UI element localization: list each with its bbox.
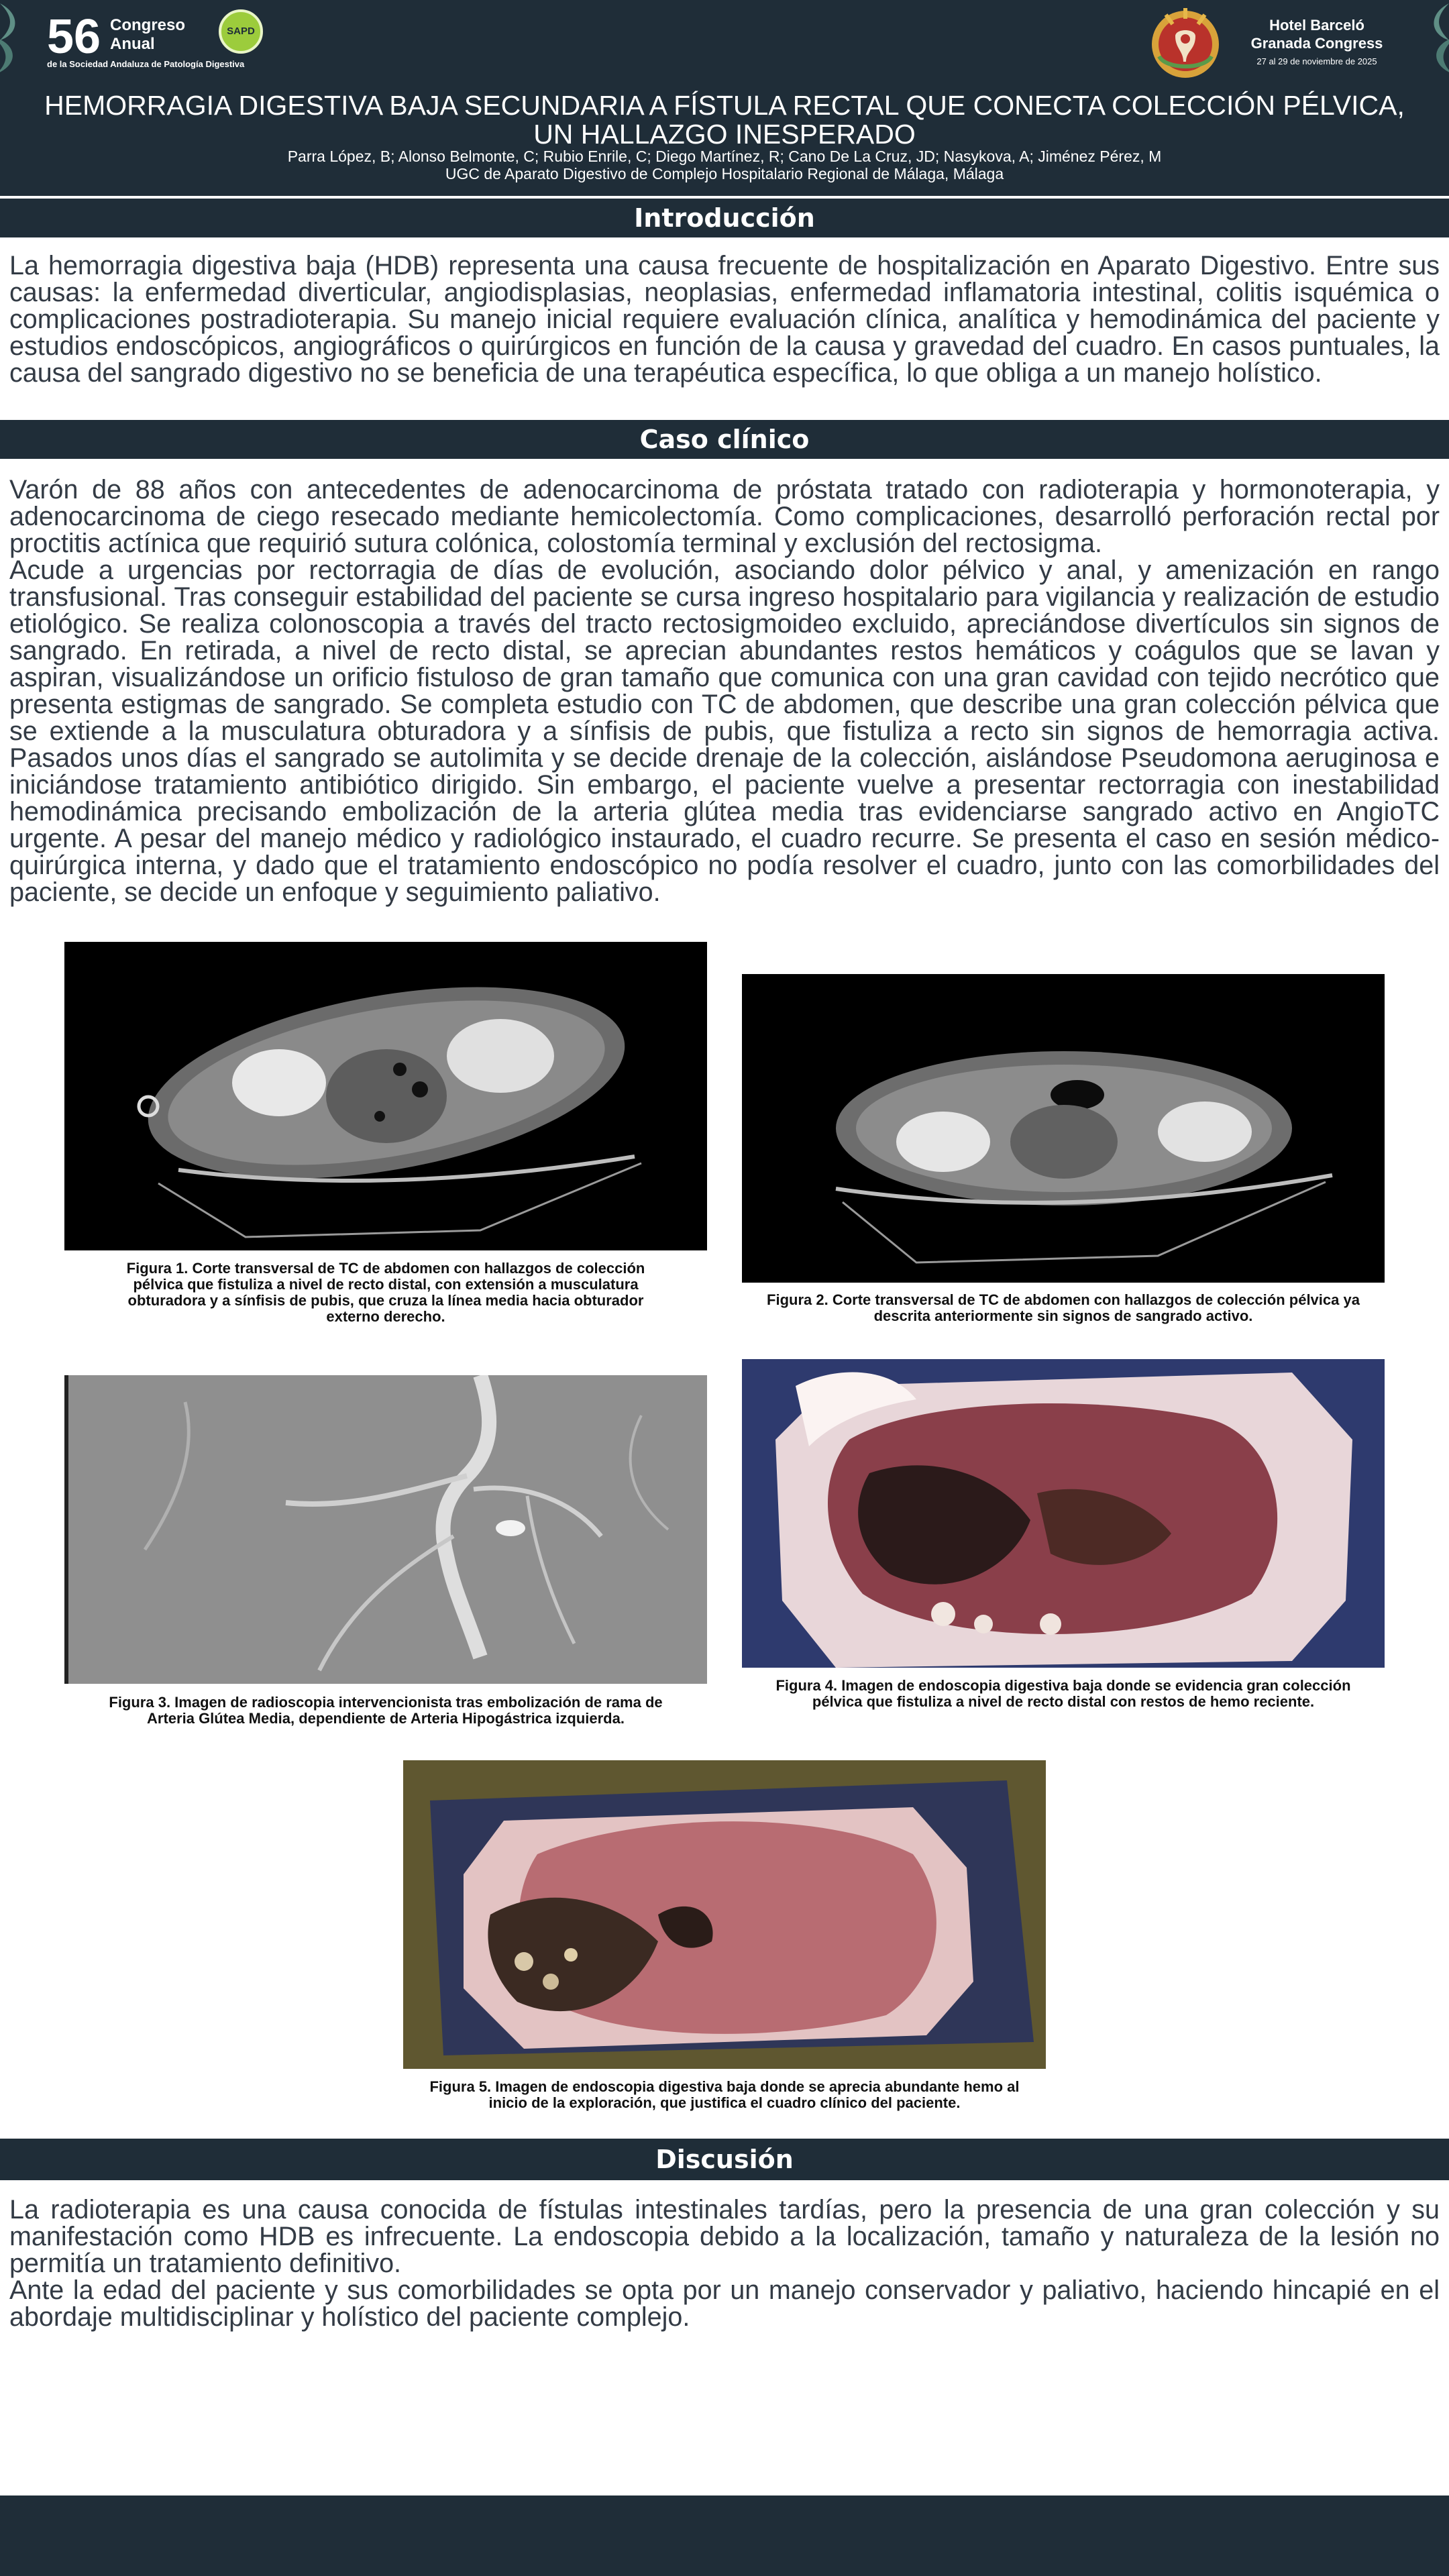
- leaf-decoration-right-icon: [1415, 0, 1449, 80]
- intro-paragraph: La hemorragia digestiva baja (HDB) representa una causa frecuente de hospitalización en Aparato Digestivo. Entre sus causas: la enfermedad diverticular, angiodisplasias, neoplasias, enfermedad inflamatoria intestinal, colitis isquémica o complicaciones postradioterapia. Su manejo inicial requiere evaluación clínica, analítica y hemodinámica del paciente y estudios endoscópicos, angiográficos o quirúrgicos en función de la causa y gravedad del cuadro. En casos puntuales, la causa del sangrado digestivo no se beneficia de una terapéutica específica, lo que obliga a un manejo holístico.: [9, 251, 1440, 388]
- venue-line-1: Hotel Barceló: [1269, 17, 1364, 34]
- leaf-decoration-left-icon: [0, 0, 34, 80]
- venue-dates: 27 al 29 de noviembre de 2025: [1256, 56, 1377, 66]
- figure-4-endoscopy-image: [742, 1359, 1385, 1668]
- figure-5-endoscopy-image: [403, 1760, 1046, 2069]
- discussion-paragraph-1: La radioterapia es una causa conocida de fístulas intestinales tardías, pero la presencia de una gran colección y su manifestación como HDB es infrecuente. La endoscopia debido a la localización, tamaño y naturaleza de la lesión no permitía un tratamiento definitivo.: [9, 2195, 1440, 2278]
- section-header-caso-clinico: Caso clínico: [0, 420, 1449, 459]
- section-header-discusion: Discusión: [0, 2139, 1449, 2180]
- figure-1-ct-image: [64, 942, 707, 1250]
- figure-2-ct-image: [742, 974, 1385, 1283]
- figure-5-caption: Figura 5. Imagen de endoscopia digestiva baja donde se aprecia abundante hemo al inicio de la exploración, que justifica el cuadro clínico del paciente.: [429, 2078, 1020, 2111]
- granada-emblem-icon: [1146, 3, 1225, 82]
- figure-3-angiography-image: [64, 1375, 707, 1684]
- congress-word-1: Congreso: [110, 16, 186, 34]
- sapd-logo: SAPD: [219, 9, 263, 54]
- authors-block: [27, 148, 1422, 182]
- venue-line-2: Granada Congress: [1250, 35, 1383, 52]
- poster-footer: [0, 2496, 1449, 2576]
- figure-3-caption: Figura 3. Imagen de radioscopia intervencionista tras embolización de rama de Arteria Glútea Media, dependiente de Arteria Hipogástrica izquierda.: [109, 1694, 663, 1727]
- congress-label: [110, 16, 185, 54]
- society-name: de la Sociedad Andaluza de Patología Digestiva: [47, 59, 245, 69]
- affiliation: UGC de Aparato Digestivo de Complejo Hospitalario Regional de Málaga, Málaga: [445, 165, 1004, 182]
- figure-1-caption: Figura 1. Corte transversal de TC de abdomen con hallazgos de colección pélvica que fistuliza a nivel de recto distal, con extensión a musculatura obturadora y a sínfisis de pubis, que cruza la línea media hacia obturador externo derecho.: [126, 1260, 645, 1325]
- case-paragraph-1: Varón de 88 años con antecedentes de adenocarcinoma de próstata tratado con radioterapia y hormonoterapia, y adenocarcinoma de ciego resecado mediante hemicolectomía. Como complicaciones, desarrolló perforación rectal por proctitis actínica que requirió sutura colónica, colostomía terminal y exclusión del rectosigma.: [9, 475, 1440, 558]
- venue-info: [1246, 16, 1387, 66]
- section-header-introduccion: Introducción: [0, 199, 1449, 237]
- discussion-paragraph-2: Ante la edad del paciente y sus comorbilidades se opta por un manejo conservador y paliativo, haciendo hincapié en el abordaje multidisciplinar y holístico del paciente complejo.: [9, 2275, 1440, 2332]
- figure-4-caption: Figura 4. Imagen de endoscopia digestiva baja donde se evidencia gran colección pélvica que fistuliza a nivel de recto distal con restos de hemo reciente.: [775, 1677, 1351, 1710]
- congress-number: 56: [47, 10, 101, 64]
- case-paragraph-2: Acude a urgencias por rectorragia de días de evolución, asociando dolor pélvico y anal, y amenización en rango transfusional. Tras conseguir estabilidad del paciente se cursa ingreso hospitalario para vigilancia y realización de estudio etiológico. Se realiza colonoscopia a través del tracto rectosigmoideo excluido, apreciándose divertículos sin signos de sangrado. En retirada, a nivel de recto distal, se aprecian abundantes restos hemáticos y coágulos que se lavan y aspiran, visualizándose un orificio fistuloso de gran tamaño que comunica con una gran cavidad con tejido necrótico que presenta estigmas de sangrado. Se completa estudio con TC de abdomen, que describe una gran colección pélvica que se extiende a la musculatura obturadora y a sínfisis de pubis, que fistuliza a recto sin signos de hemorragia activa. Pasados unos días el sangrado se autolimita y se decide drenaje de la colección, aislándose Pseudomona aeruginosa e iniciándose tratamiento antibiótico dirigido. Sin embargo, el paciente vuelve a presentar rectorragia con inestabilidad hemodinámica precisando embolización de la arteria glútea media tras evidenciarse sangrado activo en AngioTC urgente. A pesar del manejo médico y radiológico instaurado, el cuadro recurre. Se presenta el caso en sesión médico-quirúrgica interna, y dado que el tratamiento endoscópico no podía resolver el cuadro, junto con las comorbilidades del paciente, se decide un enfoque y seguimiento paliativo.: [9, 555, 1440, 907]
- authors: Parra López, B; Alonso Belmonte, C; Rubio Enrile, C; Diego Martínez, R; Cano De La Cruz, JD; Nasykova, A; Jiménez Pérez, M: [287, 148, 1162, 165]
- figure-2-caption: Figura 2. Corte transversal de TC de abdomen con hallazgos de colección pélvica ya descrita anteriormente sin signos de sangrado activo.: [767, 1291, 1360, 1324]
- poster-header: [0, 0, 1449, 196]
- poster-title: HEMORRAGIA DIGESTIVA BAJA SECUNDARIA A FÍSTULA RECTAL QUE CONECTA COLECCIÓN PÉLVICA, UN HALLAZGO INESPERADO: [44, 90, 1405, 150]
- congress-word-2: Anual: [110, 35, 155, 53]
